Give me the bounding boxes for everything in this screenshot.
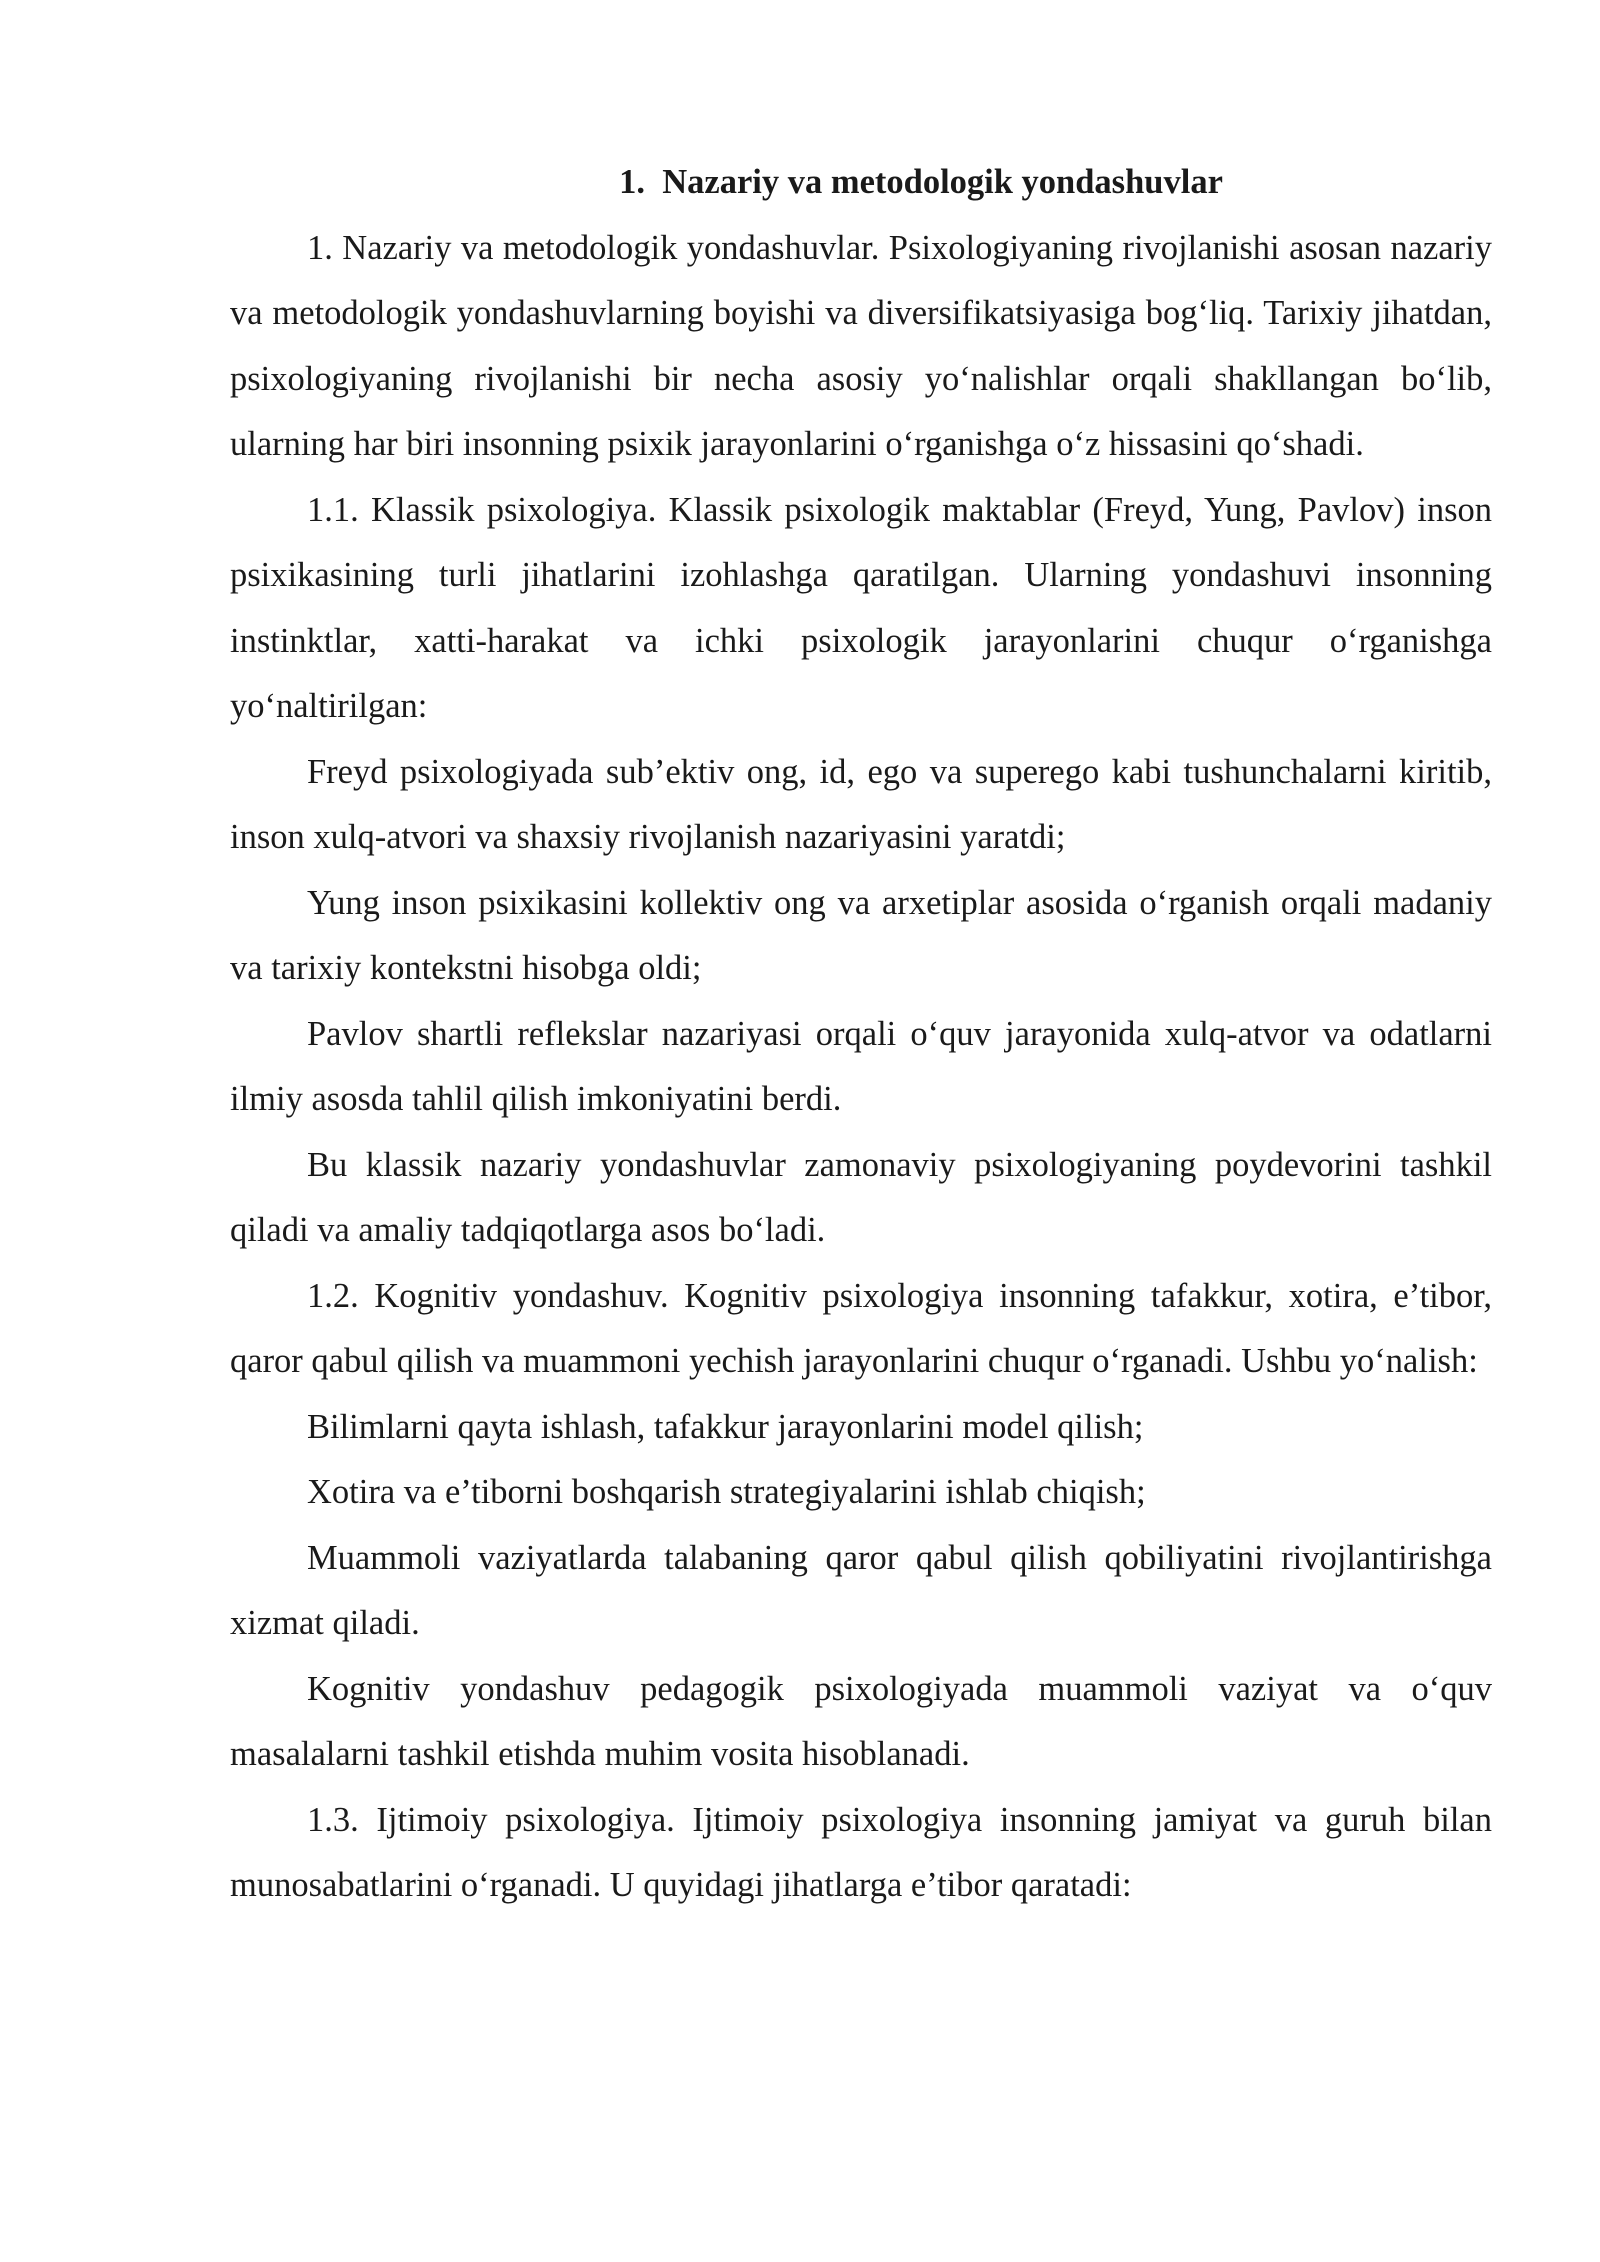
paragraph-cognitive-item-1: Bilimlarni qayta ishlash, tafakkur jarayonlarini model qilish; [307,1407,1144,1446]
paragraph-cognitive-item-2: Xotira va e’tiborni boshqarish strategiyalarini ishlab chiqish; [307,1473,1146,1511]
document-page [230,150,1492,1919]
paragraph-intro: 1. Nazariy va metodologik yondashuvlar. Psixologiyaning rivojlanishi asosan nazariy va metodologik yondashuvlarning boyishi va diversifikatsiyasiga bog‘liq. Tarixiy jihatdan, psixologiyaning rivojlanishi bir necha asosiy yo‘nalishlar orqali shakllangan bo‘lib, ularning har biri insonning psixik jarayonlarini o‘rganishga o‘z hissasini qo‘shadi. [230,228,1492,463]
paragraph-pavlov: Pavlov shartli reflekslar nazariyasi orqali o‘quv jarayonida xulq-atvor va odatlarni ilmiy asosda tahlil qilish imkoniyatini berdi. [230,1014,1492,1118]
paragraph-jung: Yung inson psixikasini kollektiv ong va arxetiplar asosida o‘rganish orqali madaniy va tarixiy kontekstni hisobga oldi; [230,883,1492,987]
paragraph-classic-summary: Bu klassik nazariy yondashuvlar zamonaviy psixologiyaning poydevorini tashkil qiladi va amaliy tadqiqotlarga asos bo‘ladi. [230,1145,1492,1249]
paragraph-social-psychology: 1.3. Ijtimoiy psixologiya. Ijtimoiy psixologiya insonning jamiyat va guruh bilan munosabatlarini o‘rganadi. U quyidagi jihatlarga e’tibor qaratadi: [230,1800,1492,1904]
paragraph-freud: Freyd psixologiyada sub’ektiv ong, id, ego va superego kabi tushunchalarni kiritib, inson xulq-atvori va shaxsiy rivojlanish nazariyasini yaratdi; [230,752,1492,856]
paragraph-cognitive-item-3: Muammoli vaziyatlarda talabaning qaror qabul qilish qobiliyatini rivojlantirishga xizmat qiladi. [230,1538,1492,1642]
paragraph-classic-psychology: 1.1. Klassik psixologiya. Klassik psixologik maktablar (Freyd, Yung, Pavlov) inson psixikasining turli jihatlarini izohlashga qaratilgan. Ularning yondashuvi insonning instinktlar, xatti-harakat va ichki psixologik jarayonlarini chuqur o‘rganishga yo‘naltirilgan: [230,490,1492,725]
paragraph-cognitive-approach: 1.2. Kognitiv yondashuv. Kognitiv psixologiya insonning tafakkur, xotira, e’tibor, qaror qabul qilish va muammoni yechish jarayonlarini chuqur o‘rganadi. Ushbu yo‘nalish: [230,1276,1492,1380]
paragraph-cognitive-summary: Kognitiv yondashuv pedagogik psixologiyada muammoli vaziyat va o‘quv masalalarni tashkil etishda muhim vosita hisoblanadi. [230,1669,1492,1773]
section-heading: 1. Nazariy va metodologik yondashuvlar [619,163,1223,201]
